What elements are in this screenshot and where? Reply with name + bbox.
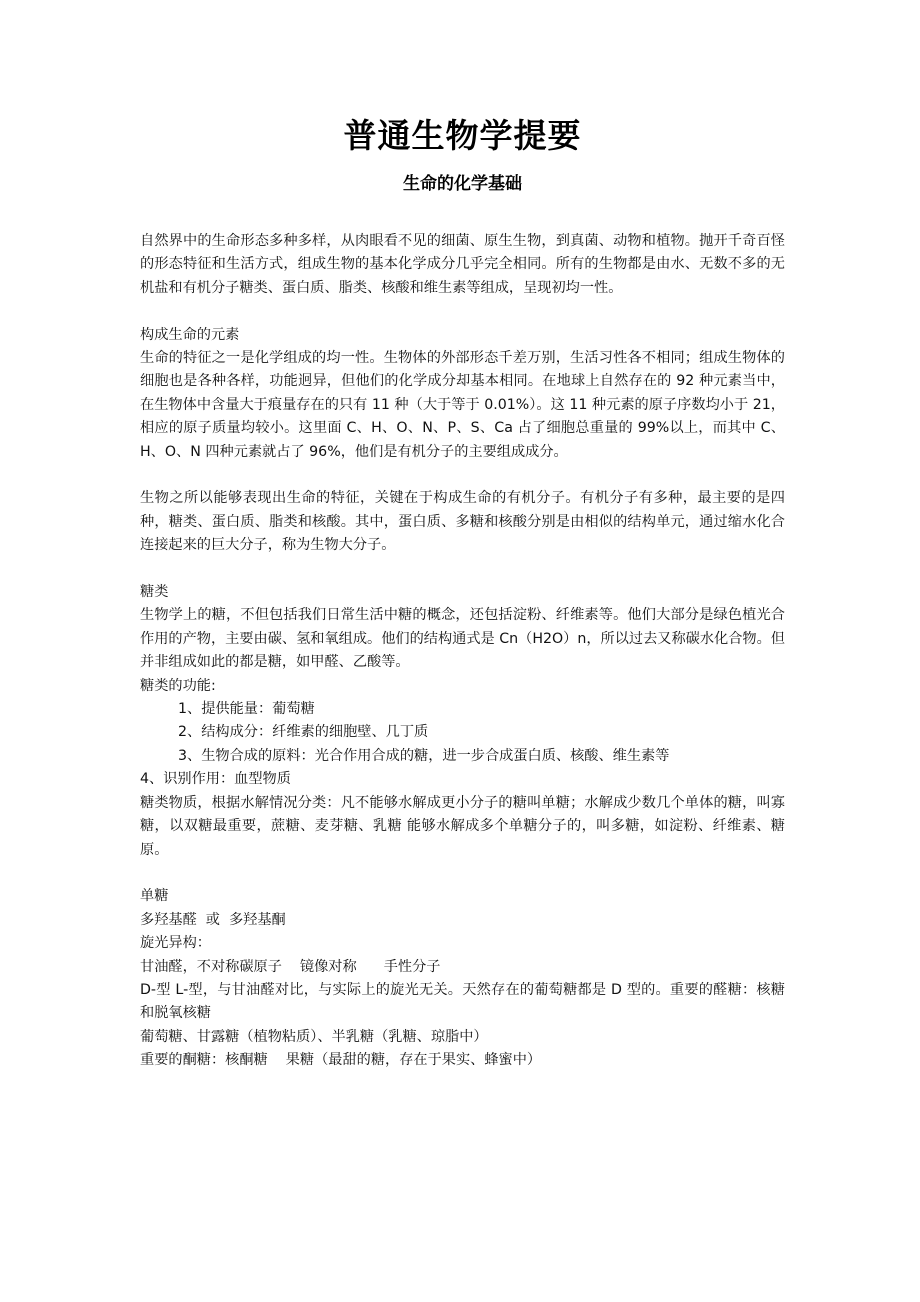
spacer [140, 300, 785, 323]
macromolecules-paragraph: 生物之所以能够表现出生命的特征，关键在于构成生命的有机分子。有机分子有多种，最主要的是四种，糖类、蛋白质、脂类和核酸。其中，蛋白质、多糖和核酸分别是由相似的结构单元，通过缩水化合连接起来的巨大分子，称为生物大分子。 [140, 490, 785, 554]
document-body [140, 230, 785, 1073]
spacer [140, 464, 785, 487]
ketoses-line: 重要的酮糖：核酮糖 果糖（最甜的糖，存在于果实、蜂蜜中） [140, 1052, 542, 1069]
carbohydrates-paragraph: 生物学上的糖，不但包括我们日常生活中糖的概念，还包括淀粉、纤维素等。他们大部分是绿色植光合作用的产物，主要由碳、氢和氧组成。他们的结构通式是 Cn（H2O）n，所以过去又称碳水化合物。但并非组成如此的都是糖，如甲醛、乙酸等。 [140, 607, 785, 671]
monosaccharide-line: 多羟基醛 或 多羟基酮 [140, 911, 286, 928]
monosaccharide-line: 甘油醛，不对称碳原子 镜像对称 手性分子 [140, 958, 441, 975]
aldoses-line: 葡萄糖、甘露糖（植物粘质）、半乳糖（乳糖、琼脂中） [140, 1028, 488, 1045]
section-heading-carbohydrates: 糖类 [140, 584, 169, 601]
function-item: 3、生物合成的原料：光合作用合成的糖，进一步合成蛋白质、核酸、维生素等 [178, 747, 670, 764]
document-subtitle: 生命的化学基础 [403, 174, 522, 194]
document-title: 普通生物学提要 [343, 116, 582, 155]
function-item: 4、识别作用：血型物质 [140, 771, 291, 788]
function-item: 2、结构成分：纤维素的细胞壁、几丁质 [178, 724, 429, 741]
spacer [140, 558, 785, 581]
classification-paragraph: 糖类物质，根据水解情况分类：凡不能够水解成更小分子的糖叫单糖；水解成少数几个单体的糖，叫寡糖，以双糖最重要，蔗糖、麦芽糖、乳糖 能够水解成多个单糖分子的，叫多糖，如淀粉、纤维素、糖原。 [140, 794, 785, 858]
monosaccharide-line: 旋光异构： [140, 935, 211, 952]
dl-type-paragraph: D-型 L-型，与甘油醛对比，与实际上的旋光无关。天然存在的葡萄糖都是 D 型的。重要的醛糖：核糖和脱氧核糖 [140, 981, 785, 1022]
intro-paragraph: 自然界中的生命形态多种多样，从肉眼看不见的细菌、原生生物，到真菌、动物和植物。抛开千奇百怪的形态特征和生活方式，组成生物的基本化学成分几乎完全相同。所有的生物都是由水、无数不多的无机盐和有机分子糖类、蛋白质、脂类、核酸和维生素等组成，呈现初均一性。 [140, 233, 785, 296]
spacer [140, 862, 785, 885]
functions-label: 糖类的功能: [140, 677, 216, 694]
section-heading-elements: 构成生命的元素 [140, 326, 240, 343]
section-heading-monosaccharide: 单糖 [140, 888, 169, 905]
elements-paragraph: 生命的特征之一是化学组成的均一性。生物体的外部形态千差万别，生活习性各不相同；组成生物体的细胞也是各种各样，功能迥异，但他们的化学成分却基本相同。在地球上自然存在的 92 种元素当中，在生物体中含量大于痕量存在的只有 11 种（大于等于 0.01%）。这 11 种元素的原子序数均小于 21，相应的原子质量均较小。这里面 C、H、O、N、P、S、Ca 占了细胞总重量的 99%以上，而其中 C、H、O、N 四种元素就占了 96%，他们是有机分子的主要组成成分。 [140, 350, 785, 460]
function-item: 1、提供能量：葡萄糖 [178, 701, 315, 718]
